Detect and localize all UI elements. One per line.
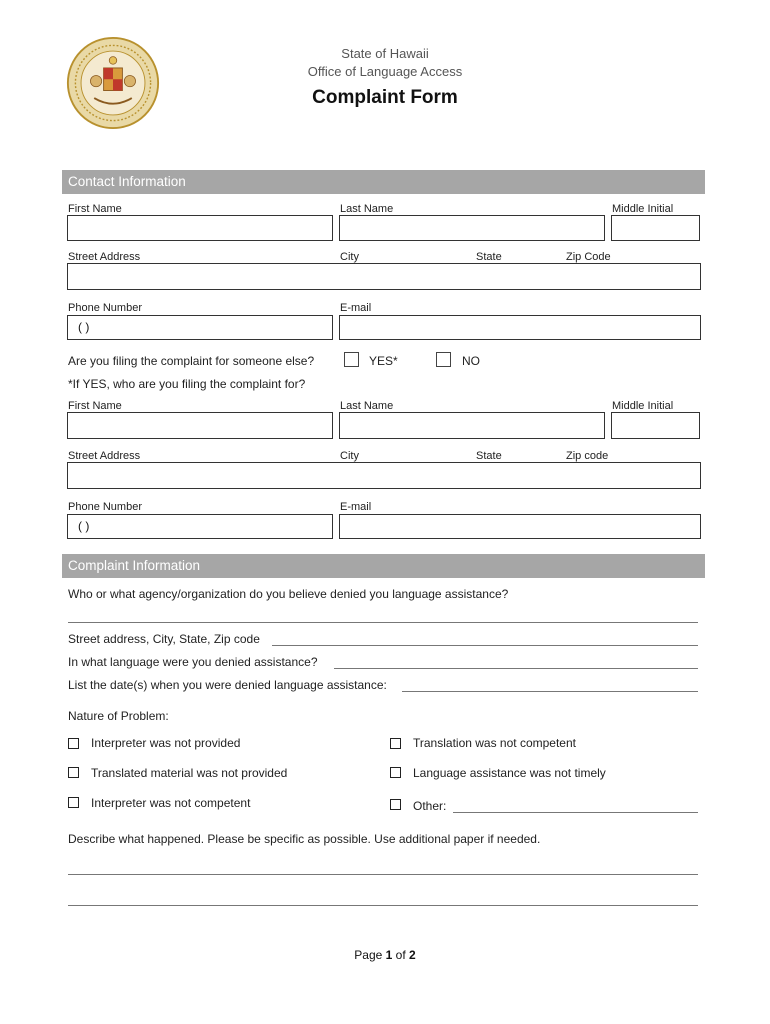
language-question: In what language were you denied assistance? (68, 655, 318, 669)
last-name-field[interactable] (339, 215, 605, 241)
other-middle-initial-field[interactable] (611, 412, 700, 439)
page-prefix: Page (354, 948, 386, 962)
page-current: 1 (385, 948, 393, 962)
option-interpreter-not-provided-checkbox[interactable] (68, 738, 79, 749)
nature-of-problem-label: Nature of Problem: (68, 709, 169, 723)
option-translation-not-competent-checkbox[interactable] (390, 738, 401, 749)
dates-question: List the date(s) when you were denied language assistance: (68, 678, 387, 692)
header-agency-line: State of Hawaii (341, 46, 429, 61)
option-interpreter-not-competent-label: Interpreter was not competent (91, 796, 251, 810)
yes-label: YES* (369, 354, 398, 368)
page-total: 2 (409, 948, 416, 962)
zip-label: Zip Code (566, 251, 611, 263)
other-address-field[interactable] (67, 462, 701, 489)
email-field[interactable] (339, 315, 701, 340)
street-address-label: Street Address (68, 251, 141, 263)
phone-field[interactable]: ( ) (67, 315, 333, 340)
address-answer-line[interactable] (272, 645, 698, 646)
option-interpreter-not-provided-label: Interpreter was not provided (91, 736, 241, 750)
middle-initial-field[interactable] (611, 215, 700, 241)
other-street-address-label: Street Address (68, 450, 141, 462)
other-phone-label: Phone Number (68, 501, 142, 513)
other-answer-line[interactable] (453, 812, 698, 813)
other-phone-field[interactable]: ( ) (67, 514, 333, 539)
email-label: E-mail (340, 302, 372, 314)
page-sep: of (392, 948, 410, 962)
other-first-name-label: First Name (68, 400, 122, 412)
other-last-name-field[interactable] (339, 412, 605, 439)
other-state-label: State (476, 450, 502, 462)
other-city-label: City (340, 450, 359, 462)
address-question: Street address, City, State, Zip code (68, 632, 260, 646)
other-email-label: E-mail (340, 501, 372, 513)
language-answer-line[interactable] (334, 668, 698, 669)
header-office-line: Office of Language Access (307, 64, 463, 79)
first-name-label: First Name (68, 203, 122, 215)
agency-answer-line[interactable] (68, 622, 698, 623)
option-translation-not-competent-label: Translation was not competent (413, 736, 576, 750)
contact-section-header: Contact Information (62, 170, 705, 194)
state-label: State (476, 251, 502, 263)
agency-question: Who or what agency/organization do you believe denied you language assistance? (68, 587, 509, 601)
option-translated-material-label: Translated material was not provided (91, 766, 288, 780)
other-middle-initial-label: Middle Initial (612, 400, 674, 412)
option-not-timely-label: Language assistance was not timely (413, 766, 606, 780)
if-yes-note: *If YES, who are you filing the complaint for? (68, 377, 306, 391)
other-first-name-field[interactable] (67, 412, 333, 439)
phone-label: Phone Number (68, 302, 142, 314)
describe-line-2[interactable] (68, 905, 698, 906)
option-translated-material-checkbox[interactable] (68, 767, 79, 778)
page-title: Complaint Form (312, 87, 458, 108)
no-label: NO (462, 354, 480, 368)
describe-line-1[interactable] (68, 874, 698, 875)
no-checkbox[interactable] (436, 352, 451, 367)
describe-label: Describe what happened. Please be specific as possible. Use additional paper if needed. (68, 832, 541, 846)
address-field[interactable] (67, 263, 701, 290)
option-other-label: Other: (413, 799, 447, 813)
first-name-field[interactable] (67, 215, 333, 241)
filing-question: Are you filing the complaint for someone else? (68, 354, 315, 368)
option-not-timely-checkbox[interactable] (390, 767, 401, 778)
dates-answer-line[interactable] (402, 691, 698, 692)
last-name-label: Last Name (340, 203, 394, 215)
yes-checkbox[interactable] (344, 352, 359, 367)
other-last-name-label: Last Name (340, 400, 394, 412)
other-email-field[interactable] (339, 514, 701, 539)
page-indicator (0, 948, 770, 962)
complaint-section-header: Complaint Information (62, 554, 705, 578)
other-zip-label: Zip code (566, 450, 609, 462)
option-interpreter-not-competent-checkbox[interactable] (68, 797, 79, 808)
middle-initial-label: Middle Initial (612, 203, 674, 215)
option-other-checkbox[interactable] (390, 799, 401, 810)
city-label: City (340, 251, 359, 263)
